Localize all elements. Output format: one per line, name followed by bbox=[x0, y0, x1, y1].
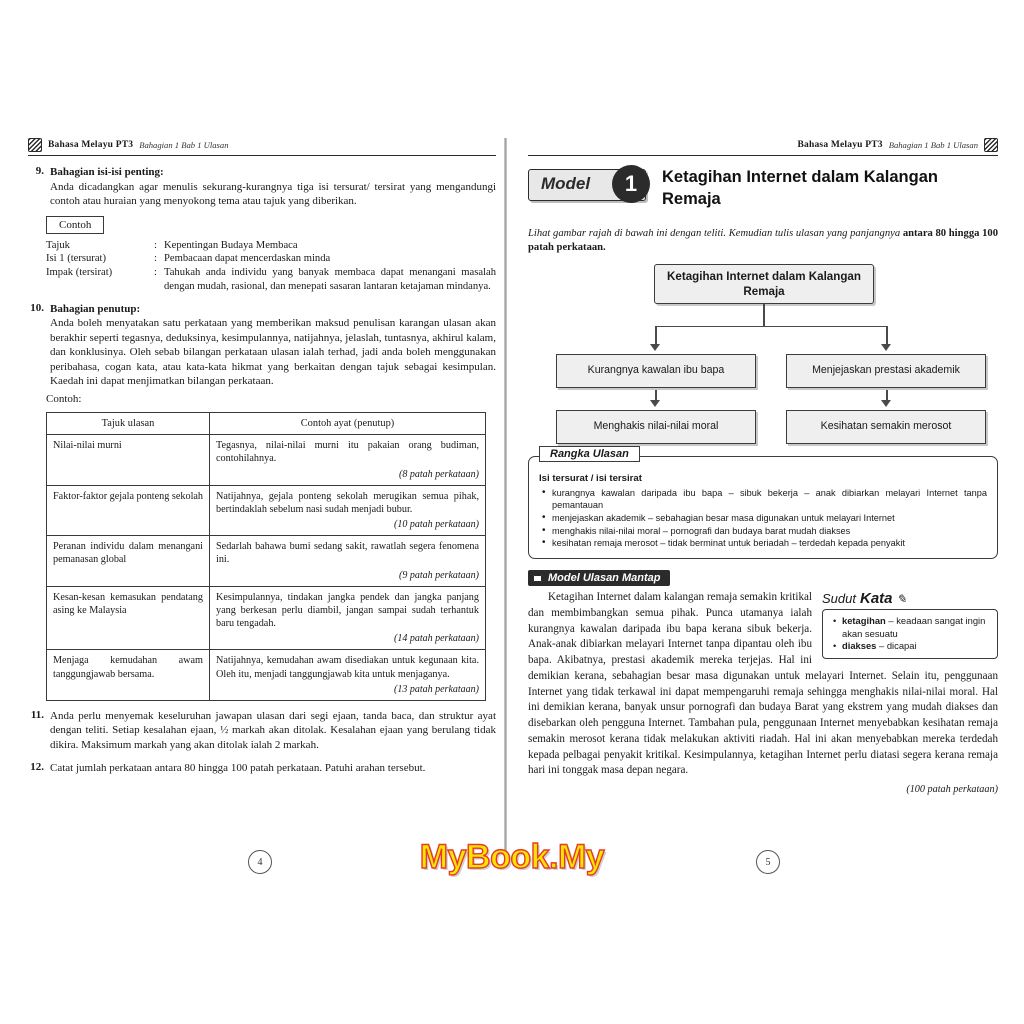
table-cell-topic: Peranan individu dalam menangani pemanasan global bbox=[47, 536, 210, 587]
contoh-label-box: Contoh bbox=[46, 216, 104, 234]
example-text: Tegasnya, nilai-nilai murni itu pakaian orang budiman, contohilahnya. bbox=[216, 440, 479, 465]
contoh-key: Tajuk bbox=[46, 239, 70, 251]
list-item bbox=[28, 165, 496, 209]
instruction-bold: antara 80 hingga 100 patah perkataan. bbox=[528, 228, 998, 254]
example-text: Natijahnya, gejala ponteng sekolah merugikan semua pihak, bertindaklah sebelum nasi sudah menjadi bubur. bbox=[216, 490, 479, 515]
model-title: Ketagihan Internet dalam Kalangan Remaja bbox=[662, 168, 938, 209]
example-text: Kesimpulannya, tindakan jangka pendek dan jangka panjang yang berkesan perlu diambil, jangan sampai sudah terhantuk baru tengadah. bbox=[216, 591, 479, 630]
item-heading: Bahagian isi-isi penting: bbox=[50, 166, 164, 178]
glossary-term: ketagihan bbox=[842, 615, 886, 627]
right-page bbox=[510, 138, 1008, 868]
word-count: (10 patah perkataan) bbox=[394, 519, 479, 531]
table-cell-example bbox=[210, 435, 486, 486]
mind-map-diagram bbox=[528, 264, 998, 446]
table-header-row bbox=[47, 412, 486, 435]
running-head-left bbox=[28, 138, 496, 156]
item-body: Anda dicadangkan agar menulis sekurang-kurangnya tiga isi tersurat/ tersirat yang mengandungi contoh atau huraian yang menyokong tema atau tajuk yang diberikan. bbox=[50, 180, 496, 208]
diagram-connector bbox=[655, 326, 657, 346]
table-cell-topic: Kesan-kesan kemasukan pendatang asing ke Malaysia bbox=[47, 586, 210, 650]
rangka-ulasan-box bbox=[528, 447, 998, 559]
contoh-value: Tahukah anda individu yang banyak membaca dapat menangani masalah dengan mudah, rasional, dan menepati sasaran lantaran ketajaman mindanya. bbox=[164, 267, 496, 292]
rangka-ulasan-tab: Rangka Ulasan bbox=[539, 446, 640, 462]
sudut-kata-title-small: Sudut bbox=[822, 591, 856, 607]
list-item: • menjejaskan akademik – sebahagian besar masa digunakan untuk melayari Internet bbox=[552, 512, 987, 525]
diagram-arrow-icon bbox=[881, 400, 891, 407]
pencil-icon: ✎ bbox=[896, 592, 907, 607]
model-ulasan-tag: Model Ulasan Mantap bbox=[528, 570, 670, 586]
rangka-point-list bbox=[539, 487, 987, 550]
table-row bbox=[47, 586, 486, 650]
table-row bbox=[47, 485, 486, 536]
word-count: (8 patah perkataan) bbox=[399, 468, 479, 480]
contoh-value: Pembacaan dapat mencerdaskan minda bbox=[164, 253, 331, 265]
table-cell-example bbox=[210, 536, 486, 587]
diagram-connector bbox=[655, 326, 887, 328]
table-cell-topic: Nilai-nilai murni bbox=[47, 435, 210, 486]
table-cell-topic: Menjaga kemudahan awam tanggungjawab bersama. bbox=[47, 650, 210, 701]
word-count: (13 patah perkataan) bbox=[394, 683, 479, 695]
contoh-key: Isi 1 (tersurat) bbox=[46, 253, 107, 265]
rangka-subhead: Isi tersurat / isi tersirat bbox=[539, 472, 642, 484]
model-essay-text: Ketagihan Internet dalam kalangan remaja semakin kritikal dan membimbangkan semua pihak. Punca utamanya ialah kurangnya kawalan daripada ibu bapa kerana sibuk bekerja. Anak-anak dibiarkan melayari Internet tanpa dipantau oleh ibu bapa. Akibatnya, prestasi akademik mereka terjejas. Hal ini demikian kerana, sebahagian besar masa digunakan untuk melayari Internet. Selain itu, penggunaan Internet yang tidak terkawal ini dapat mempengaruhi remaja sehingga menghakis nilai-nilai moral. Hal ini demikian kerana, banyak unsur pornografi dan budaya Barat yang ekstrem yang mudah diakses dan disebarkan oleh pengguna Internet. Tambahan pula, penggunaan Internet menyebabkan kesihatan remaja semakin merosot kerana tidak melakukan aktiviti riadah. Hal ini akan menyebabkan mereka terdedah kepada pelbagai penyakit kritikal. Kesimpulannya, ketagihan Internet perlu diatasi segera kerana remaja hari ini tonggak masa depan negara. bbox=[528, 591, 998, 777]
item-number: 12. bbox=[30, 760, 44, 773]
diagram-node: Menjejaskan prestasi akademik bbox=[786, 354, 986, 388]
list-item bbox=[28, 709, 496, 753]
contoh-value: Kepentingan Budaya Membaca bbox=[164, 239, 298, 251]
item-heading: Bahagian penutup: bbox=[50, 302, 141, 315]
book-logo-icon bbox=[28, 138, 42, 152]
page-number-left: 4 bbox=[248, 850, 272, 874]
diagram-arrow-icon bbox=[650, 400, 660, 407]
table-cell-topic: Faktor-faktor gejala ponteng sekolah bbox=[47, 485, 210, 536]
book-title: Bahasa Melayu PT3 bbox=[797, 140, 883, 150]
sudut-kata-panel bbox=[822, 590, 998, 659]
contoh-row: Tajuk : Kepentingan Budaya Membaca bbox=[46, 239, 496, 253]
list-item: • kurangnya kawalan daripada ibu bapa – sibuk bekerja – anak dibiarkan melayari Internet tanpa pemantauan bbox=[552, 487, 987, 512]
sudut-kata-title bbox=[822, 590, 998, 607]
diagram-node: Kesihatan semakin merosot bbox=[786, 410, 986, 444]
table-cell-example bbox=[210, 485, 486, 536]
instruction-italic: Lihat gambar rajah di bawah ini dengan teliti. Kemudian tulis ulasan yang panjangnya bbox=[528, 228, 903, 239]
page-number-right: 5 bbox=[756, 850, 780, 874]
spread bbox=[18, 138, 1008, 868]
diagram-node: Kurangnya kawalan ibu bapa bbox=[556, 354, 756, 388]
table-row bbox=[47, 435, 486, 486]
item-body: Anda boleh menyatakan satu perkataan yang memberikan maksud penulisan karangan ulasan akan berakhir seperti tegasnya, deduksinya, kesimpulannya, natijahnya, jelaslah, tuntasnya, akhirul kalam, dan konklusinya. Oleh sebab bilangan perkataan ulasan ialah terhad, jadi anda boleh menggunakan peribahasa, cogan kata, atau kata-kata hikmat yang berkaitan dengan tajuk sebagai kesimpulan. Kaedah ini dapat menjimatkan bilangan perkataan. bbox=[50, 317, 496, 388]
watermark: MyBook.My bbox=[419, 838, 605, 876]
example-text: Natijahnya, kemudahan awam disediakan untuk kegunaan kita. Oleh itu, menjadi tanggungjawab kita untuk menjaganya. bbox=[216, 655, 479, 680]
list-item: • menghakis nilai-nilai moral – pornografi dan budaya barat mudah diakses bbox=[552, 525, 987, 538]
word-count: (14 patah perkataan) bbox=[394, 633, 479, 645]
book-subtitle: Bahagian 1 Bab 1 Ulasan bbox=[139, 140, 229, 150]
contoh-row: Isi 1 (tersurat) : Pembacaan dapat mencerdaskan minda bbox=[46, 252, 496, 266]
table-row bbox=[47, 650, 486, 701]
ulasan-table bbox=[46, 412, 486, 701]
left-page bbox=[18, 138, 510, 868]
contoh-label-2: Contoh: bbox=[46, 392, 82, 405]
table-cell-example bbox=[210, 650, 486, 701]
instruction-text bbox=[528, 227, 998, 256]
glossary-definition: keadaan sangat ingin akan sesuatu bbox=[842, 615, 986, 639]
model-ulasan-header bbox=[528, 570, 998, 586]
list-item: • diakses – dicapai bbox=[842, 640, 989, 653]
diagram-node: Menghakis nilai-nilai moral bbox=[556, 410, 756, 444]
list-item bbox=[28, 761, 496, 776]
contoh-row: Impak (tersirat) : Tahukah anda individu yang banyak membaca dapat menangani masalah dengan mudah, rasional, dan menepati sasaran lantaran ketajaman mindanya. bbox=[46, 267, 496, 292]
diagram-connector bbox=[886, 326, 888, 346]
book-subtitle: Bahagian 1 Bab 1 Ulasan bbox=[888, 140, 978, 150]
table-header-cell: Contoh ayat (penutup) bbox=[210, 412, 486, 435]
model-number-badge: 1 bbox=[612, 165, 650, 203]
list-item bbox=[28, 302, 496, 389]
model-ribbon-label: Model bbox=[541, 174, 591, 193]
example-text: Sedarlah bahawa bumi sedang sakit, rawatlah segera fenomena ini. bbox=[216, 541, 479, 566]
list-item: • kesihatan remaja merosot – tidak berminat untuk beriadah – terdedah kepada penyakit bbox=[552, 537, 987, 550]
glossary-definition: dicapai bbox=[886, 640, 917, 652]
sudut-kata-title-big: Kata bbox=[859, 590, 893, 608]
diagram-connector bbox=[763, 304, 765, 326]
book-title: Bahasa Melayu PT3 bbox=[48, 140, 134, 150]
diagram-center-node: Ketagihan Internet dalam Kalangan Remaja bbox=[654, 264, 874, 304]
table-cell-example bbox=[210, 586, 486, 650]
list-item: • ketagihan – keadaan sangat ingin akan sesuatu bbox=[842, 615, 989, 640]
running-head-right bbox=[528, 138, 998, 156]
model-banner bbox=[528, 165, 998, 223]
diagram-arrow-icon bbox=[650, 344, 660, 351]
item-body: Catat jumlah perkataan antara 80 hingga 100 patah perkataan. Patuhi arahan tersebut. bbox=[50, 761, 426, 774]
item-number: 11. bbox=[30, 708, 44, 721]
item-body: Anda perlu menyemak keseluruhan jawapan ulasan dari segi ejaan, tanda baca, dan struktur ayat dengan teliti. Setiap kesalahan ejaan, ½ markah akan ditolak. Kesalahan ejaan yang berulang tidak dikira. Maksimum markah yang akan ditolak ialah 2 markah. bbox=[50, 709, 496, 751]
item-number: 10. bbox=[30, 301, 44, 314]
table-header-cell: Tajuk ulasan bbox=[47, 412, 210, 435]
book-logo-icon bbox=[984, 138, 998, 152]
contoh-key: Impak (tersirat) bbox=[46, 267, 113, 279]
sudut-kata-list bbox=[831, 615, 989, 653]
diagram-arrow-icon bbox=[881, 344, 891, 351]
word-count: (9 patah perkataan) bbox=[399, 569, 479, 581]
table-row bbox=[47, 536, 486, 587]
model-essay-word-count: (100 patah perkataan) bbox=[906, 784, 998, 796]
glossary-term: diakses bbox=[842, 640, 877, 652]
item-number: 9. bbox=[35, 165, 44, 177]
